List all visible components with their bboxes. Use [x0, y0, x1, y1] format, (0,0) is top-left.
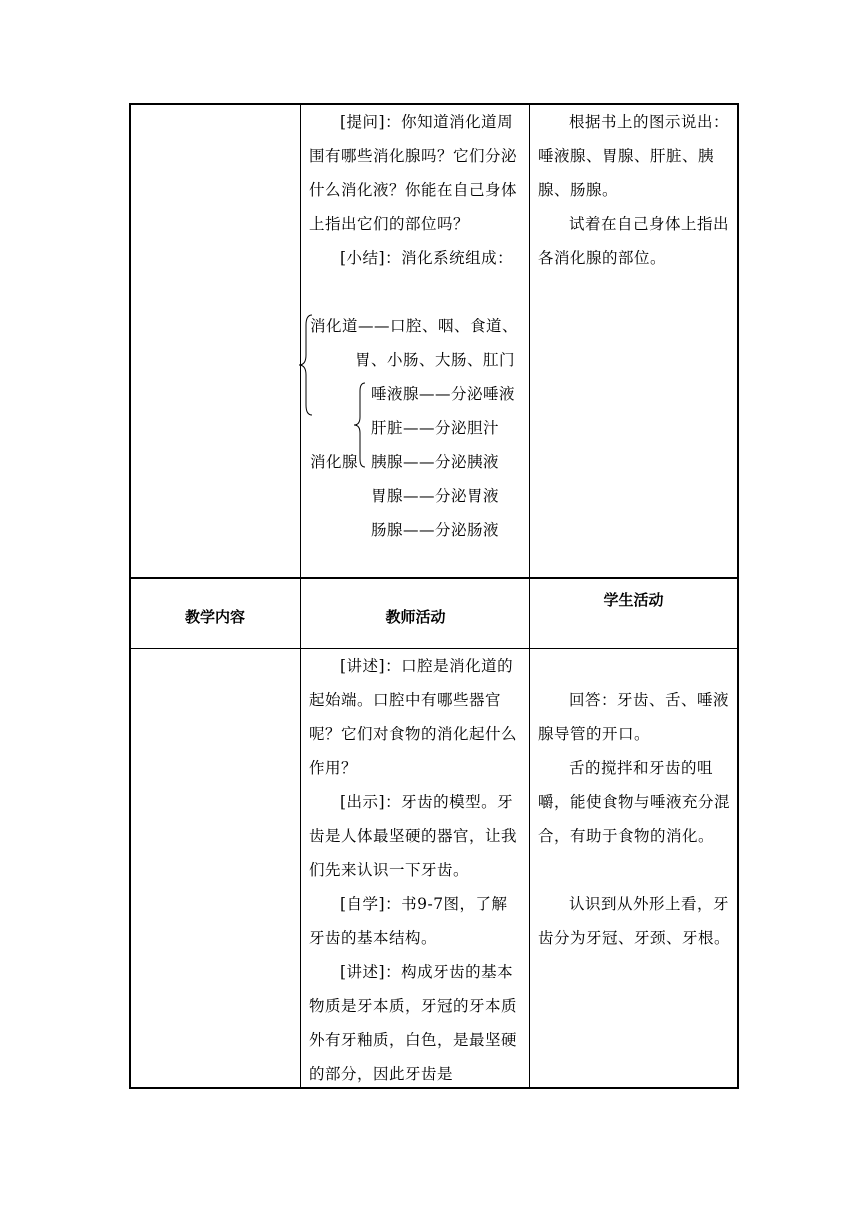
table-border-right: [737, 103, 739, 1089]
column-divider-1: [300, 103, 301, 1089]
bottom-teacher-cell: [309, 649, 521, 1091]
summary-title: [小结]：消化系统组成：: [340, 249, 514, 267]
tract-line-1: 消化道——口腔、咽、食道、: [310, 317, 519, 335]
teacher-text: [讲述]：口腔是消化道的起始端。口腔中有哪些器官呢？它们对食物的消化起什么作用？: [309, 657, 518, 777]
student-text: 回答：牙齿、舌、唾液腺导管的开口。: [538, 691, 730, 743]
gland-item: 肠腺——分泌肠液: [371, 521, 500, 539]
teacher-text: [自学]：书9-7图，了解牙齿的基本结构。: [309, 895, 508, 947]
header-content: 教学内容: [184, 608, 245, 626]
header-student: 学生活动: [603, 591, 664, 609]
header-teacher: 教师活动: [385, 608, 446, 626]
top-student-cell: [538, 105, 732, 275]
student-text: 舌的搅拌和牙齿的咀嚼，能使食物与唾液充分混合，有助于食物的消化。: [538, 759, 731, 845]
student-text: 试着在自己身体上指出各消化腺的部位。: [538, 215, 730, 267]
student-text: 根据书上的图示说出：唾液腺、胃腺、肝脏、胰腺、肠腺。: [538, 113, 730, 199]
gland-item: 肝脏——分泌胆汁: [371, 419, 500, 437]
gland-label: 消化腺: [310, 453, 359, 471]
gland-brace-icon: [352, 381, 368, 469]
row-divider-header-top: [129, 577, 739, 579]
gland-item: 胰腺——分泌胰液: [371, 453, 500, 471]
gland-item: 唾液腺——分泌唾液: [371, 385, 516, 403]
student-text: 认识到从外形上看，牙齿分为牙冠、牙颈、牙根。: [538, 895, 731, 947]
teacher-text: [出示]：牙齿的模型。牙齿是人体最坚硬的器官，让我们先来认识一下牙齿。: [309, 793, 518, 879]
table-border-left: [129, 103, 131, 1089]
teacher-text: [讲述]：构成牙齿的基本物质是牙本质，牙冠的牙本质外有牙釉质，白色，是最坚硬的部分，因此牙齿是: [309, 963, 518, 1083]
bottom-student-cell: [538, 683, 732, 955]
lesson-table: [129, 103, 739, 1089]
question-text: [提问]：你知道消化道周围有哪些消化腺吗？它们分泌什么消化液？你能在自己身体上指出它们的部位吗？: [309, 113, 518, 233]
gland-item: 胃腺——分泌胃液: [371, 487, 500, 505]
tract-line-2: 胃、小肠、大肠、肛门: [355, 351, 516, 369]
system-brace-icon: [297, 313, 317, 417]
top-teacher-cell: [309, 105, 521, 275]
